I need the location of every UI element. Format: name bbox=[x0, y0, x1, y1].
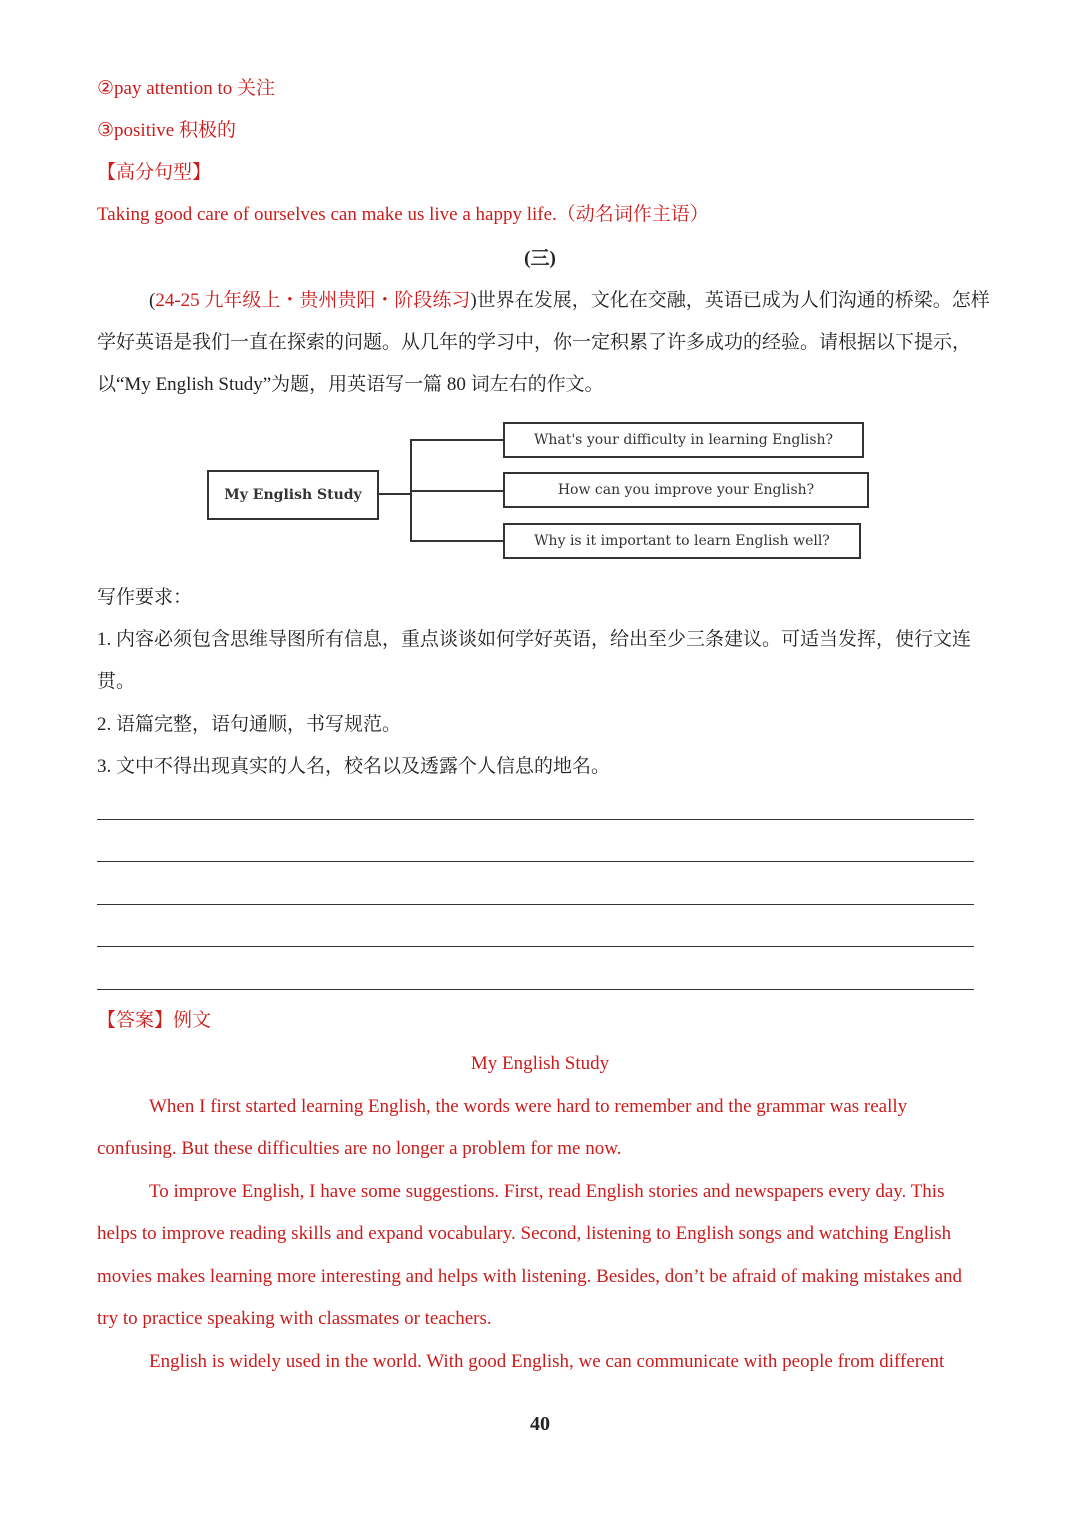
mindmap-branch-2: How can you improve your English? bbox=[503, 472, 869, 508]
task-line-1-rest: )世界在发展，文化在交融，英语已成为人们沟通的桥梁。怎样 bbox=[470, 290, 990, 311]
essay-p2-line-3: movies makes learning more interesting and helps with listening. Besides, don’t be afraid of making mistakes and bbox=[97, 1266, 963, 1287]
task-source: 24-25 九年级上・贵州贵阳・阶段练习 bbox=[155, 290, 471, 311]
answer-writing-line bbox=[97, 904, 974, 905]
mindmap-branch-1: What's your difficulty in learning English? bbox=[503, 422, 864, 458]
answer-writing-line bbox=[97, 819, 974, 820]
mind-map bbox=[205, 418, 875, 568]
vocab-item-3: ③positive 积极的 bbox=[97, 120, 236, 141]
essay-p2-line-1: To improve English, I have some suggestions. First, read English stories and newspapers every day. This bbox=[149, 1181, 945, 1202]
essay-p2-line-2: helps to improve reading skills and expand vocabulary. Second, listening to English songs and watching English bbox=[97, 1223, 952, 1244]
vocab-item-2: ②pay attention to 关注 bbox=[97, 78, 275, 99]
essay-p3-line-1: English is widely used in the world. With good English, we can communicate with people from different bbox=[149, 1351, 945, 1372]
mindmap-branch-connector-1 bbox=[410, 439, 504, 441]
page-number: 40 bbox=[530, 1413, 550, 1435]
answer-writing-line bbox=[97, 861, 974, 862]
mindmap-branch-3: Why is it important to learn English well? bbox=[503, 523, 861, 559]
essay-p2-line-4: try to practice speaking with classmates or teachers. bbox=[97, 1308, 492, 1329]
mindmap-stem bbox=[377, 493, 411, 495]
task-line-1 bbox=[149, 289, 990, 313]
task-line-2: 学好英语是我们一直在探索的问题。从几年的学习中，你一定积累了许多成功的经验。请根据以下提示， bbox=[97, 332, 972, 353]
section-label: (三) bbox=[524, 248, 556, 269]
answer-writing-line bbox=[97, 946, 974, 947]
mindmap-root: My English Study bbox=[207, 470, 379, 520]
requirement-1-line-1: 1. 内容必须包含思维导图所有信息，重点谈谈如何学好英语，给出至少三条建议。可适当发挥，使行文连 bbox=[97, 629, 972, 650]
task-line-3: 以“My English Study”为题，用英语写一篇 80 词左右的作文。 bbox=[97, 374, 604, 395]
requirement-3: 3. 文中不得出现真实的人名，校名以及透露个人信息的地名。 bbox=[97, 756, 611, 777]
requirement-1-line-2: 贯。 bbox=[97, 671, 136, 692]
high-score-heading: 【高分句型】 bbox=[97, 162, 212, 183]
answer-label: 【答案】例文 bbox=[97, 1010, 212, 1031]
answer-writing-line bbox=[97, 989, 974, 990]
essay-p1-line-1: When I first started learning English, the words were hard to remember and the grammar was really bbox=[149, 1096, 908, 1117]
mindmap-branch-connector-3 bbox=[410, 540, 504, 542]
high-score-sentence: Taking good care of ourselves can make us live a happy life.（动名词作主语） bbox=[97, 204, 709, 225]
mindmap-branch-connector-2 bbox=[410, 490, 504, 492]
essay-p1-line-2: confusing. But these difficulties are no longer a problem for me now. bbox=[97, 1138, 622, 1159]
requirements-heading: 写作要求： bbox=[97, 587, 193, 608]
essay-title: My English Study bbox=[470, 1053, 610, 1074]
requirement-2: 2. 语篇完整，语句通顺，书写规范。 bbox=[97, 714, 402, 735]
task-source-open: ( bbox=[149, 290, 156, 311]
